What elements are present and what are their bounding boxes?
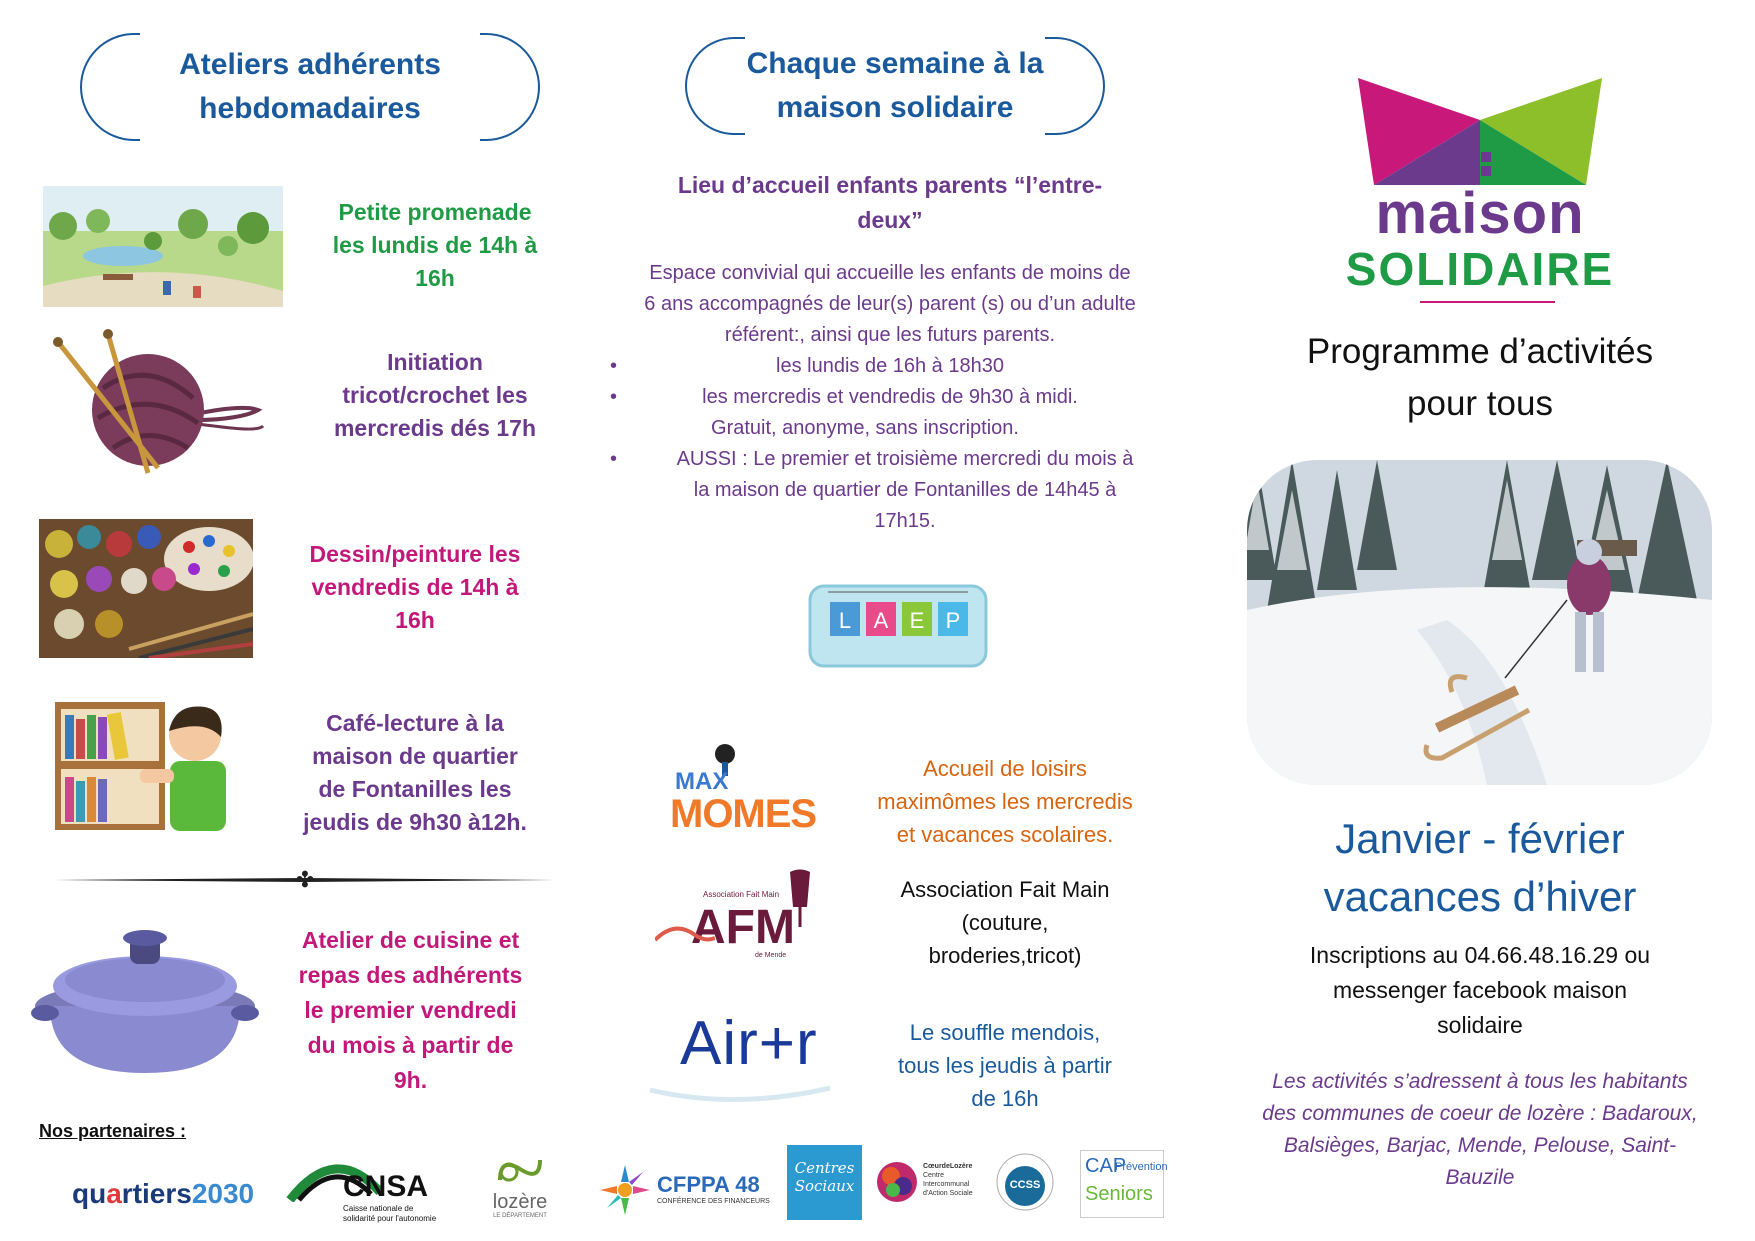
lozere-logo: lozère LE DÉPARTEMENT xyxy=(480,1152,560,1222)
cooking-pot-illustration xyxy=(30,928,260,1078)
cnsa-logo: CNSA Caisse nationale de solidarité pour l'autonomie xyxy=(285,1152,455,1227)
maximomes-text: Accueil de loisirs maximômes les mercredis et vacances scolaires. xyxy=(877,756,1133,847)
laep-title: Lieu d’accueil enfants parents “l’entre- deux” xyxy=(677,172,1103,233)
yarn-ball-illustration xyxy=(48,328,268,476)
program-title: Programme d’activités pour tous xyxy=(1306,332,1654,423)
svg-text:A: A xyxy=(873,608,889,633)
cap-prevention-seniors-logo: CAP Prévention Seniors xyxy=(1080,1150,1164,1218)
snow-sledge-photo xyxy=(1247,460,1712,785)
left-heading-frame xyxy=(80,33,540,141)
middle-heading-frame xyxy=(685,37,1105,135)
paint-pots-photo xyxy=(39,519,253,658)
svg-text:E: E xyxy=(909,608,925,633)
svg-text:L: L xyxy=(838,608,852,633)
ornament-divider xyxy=(55,868,555,892)
laep-description: Espace convivial qui accueille les enfants de moins de 6 ans accompagnés de leur(s) parent (s) ou d’un adulte référent:, ainsi que les futurs parents. • les lundis de 16h à 18h30 • les mercredis et vendredis de 9h30 à midi. Gratuit, anonyme, sans inscription. • AUSSI : Le premier et troisième mercredi du mois à la maison de quartier de Fontanilles de 14h45 à 17h15. xyxy=(600,258,1180,537)
activity-knitting: Initiation tricot/crochet les mercredis dés 17h xyxy=(333,349,536,441)
afm-text: Association Fait Main (couture, broderies,tricot) xyxy=(900,877,1110,968)
air-r-text: Le souffle mendois, tous les jeudis à partir de 16h xyxy=(898,1020,1112,1111)
inscriptions-info: Inscriptions au 04.66.48.16.29 ou messenger facebook maison solidaire xyxy=(1309,942,1651,1038)
centres-sociaux-logo: Centres Sociaux xyxy=(787,1145,862,1220)
partners-label: Nos partenaires : xyxy=(39,1121,187,1141)
afm-logo: Association Fait Main AFM de Mende xyxy=(655,862,830,962)
activity-cooking: Atelier de cuisine et repas des adhérents le premier vendredi du mois à partir de 9h. xyxy=(298,927,523,1093)
cfppa-48-logo: CFPPA 48 CONFÉRENCE DES FINANCEURS xyxy=(595,1160,775,1220)
park-illustration xyxy=(43,186,283,307)
ccss-logo: CCSS xyxy=(995,1152,1055,1212)
maximomes-logo: MAX MOMES xyxy=(665,740,815,838)
laep-bullet-monday: • les lundis de 16h à 18h30 xyxy=(600,351,1180,382)
activity-painting: Dessin/peinture les vendredis de 14h à 16h xyxy=(309,541,521,633)
left-heading: Ateliers adhérents hebdomadaires xyxy=(179,48,441,125)
svg-text:✤: ✤ xyxy=(295,868,315,892)
boy-bookshelf-illustration xyxy=(55,697,235,835)
laep-logo xyxy=(808,580,988,670)
quartiers-2030-logo: quartiers2030 xyxy=(72,1178,255,1209)
period-title: Janvier - février vacances d’hiver xyxy=(1323,815,1637,920)
middle-heading: Chaque semaine à la maison solidaire xyxy=(746,47,1044,124)
coeur-de-lozere-logo: CœurdeLozère Centre Intercommunal d'Action Sociale xyxy=(875,1158,1000,1208)
air-r-logo: Air+r xyxy=(640,1000,830,1110)
maison-solidaire-logo: maison SOLIDAIRE xyxy=(1330,70,1630,305)
audience-note: Les activités s’adressent à tous les habitants des communes de coeur de lozère : Badaroux, Balsièges, Barjac, Mende, Pelouse, Saint- Bauzile xyxy=(1262,1070,1698,1189)
laep-bullet-wed-fri: • les mercredis et vendredis de 9h30 à midi. Gratuit, anonyme, sans inscription. xyxy=(600,382,1180,444)
activity-reading: Café-lecture à la maison de quartier de Fontanilles les jeudis de 9h30 à12h. xyxy=(303,710,527,835)
laep-bullet-aussi: • AUSSI : Le premier et troisième mercredi du mois à la maison de quartier de Fontanilles de 14h45 à 17h15. xyxy=(600,444,1180,537)
activity-walk: Petite promenade les lundis de 14h à 16h xyxy=(332,199,538,291)
svg-text:P: P xyxy=(945,608,961,633)
